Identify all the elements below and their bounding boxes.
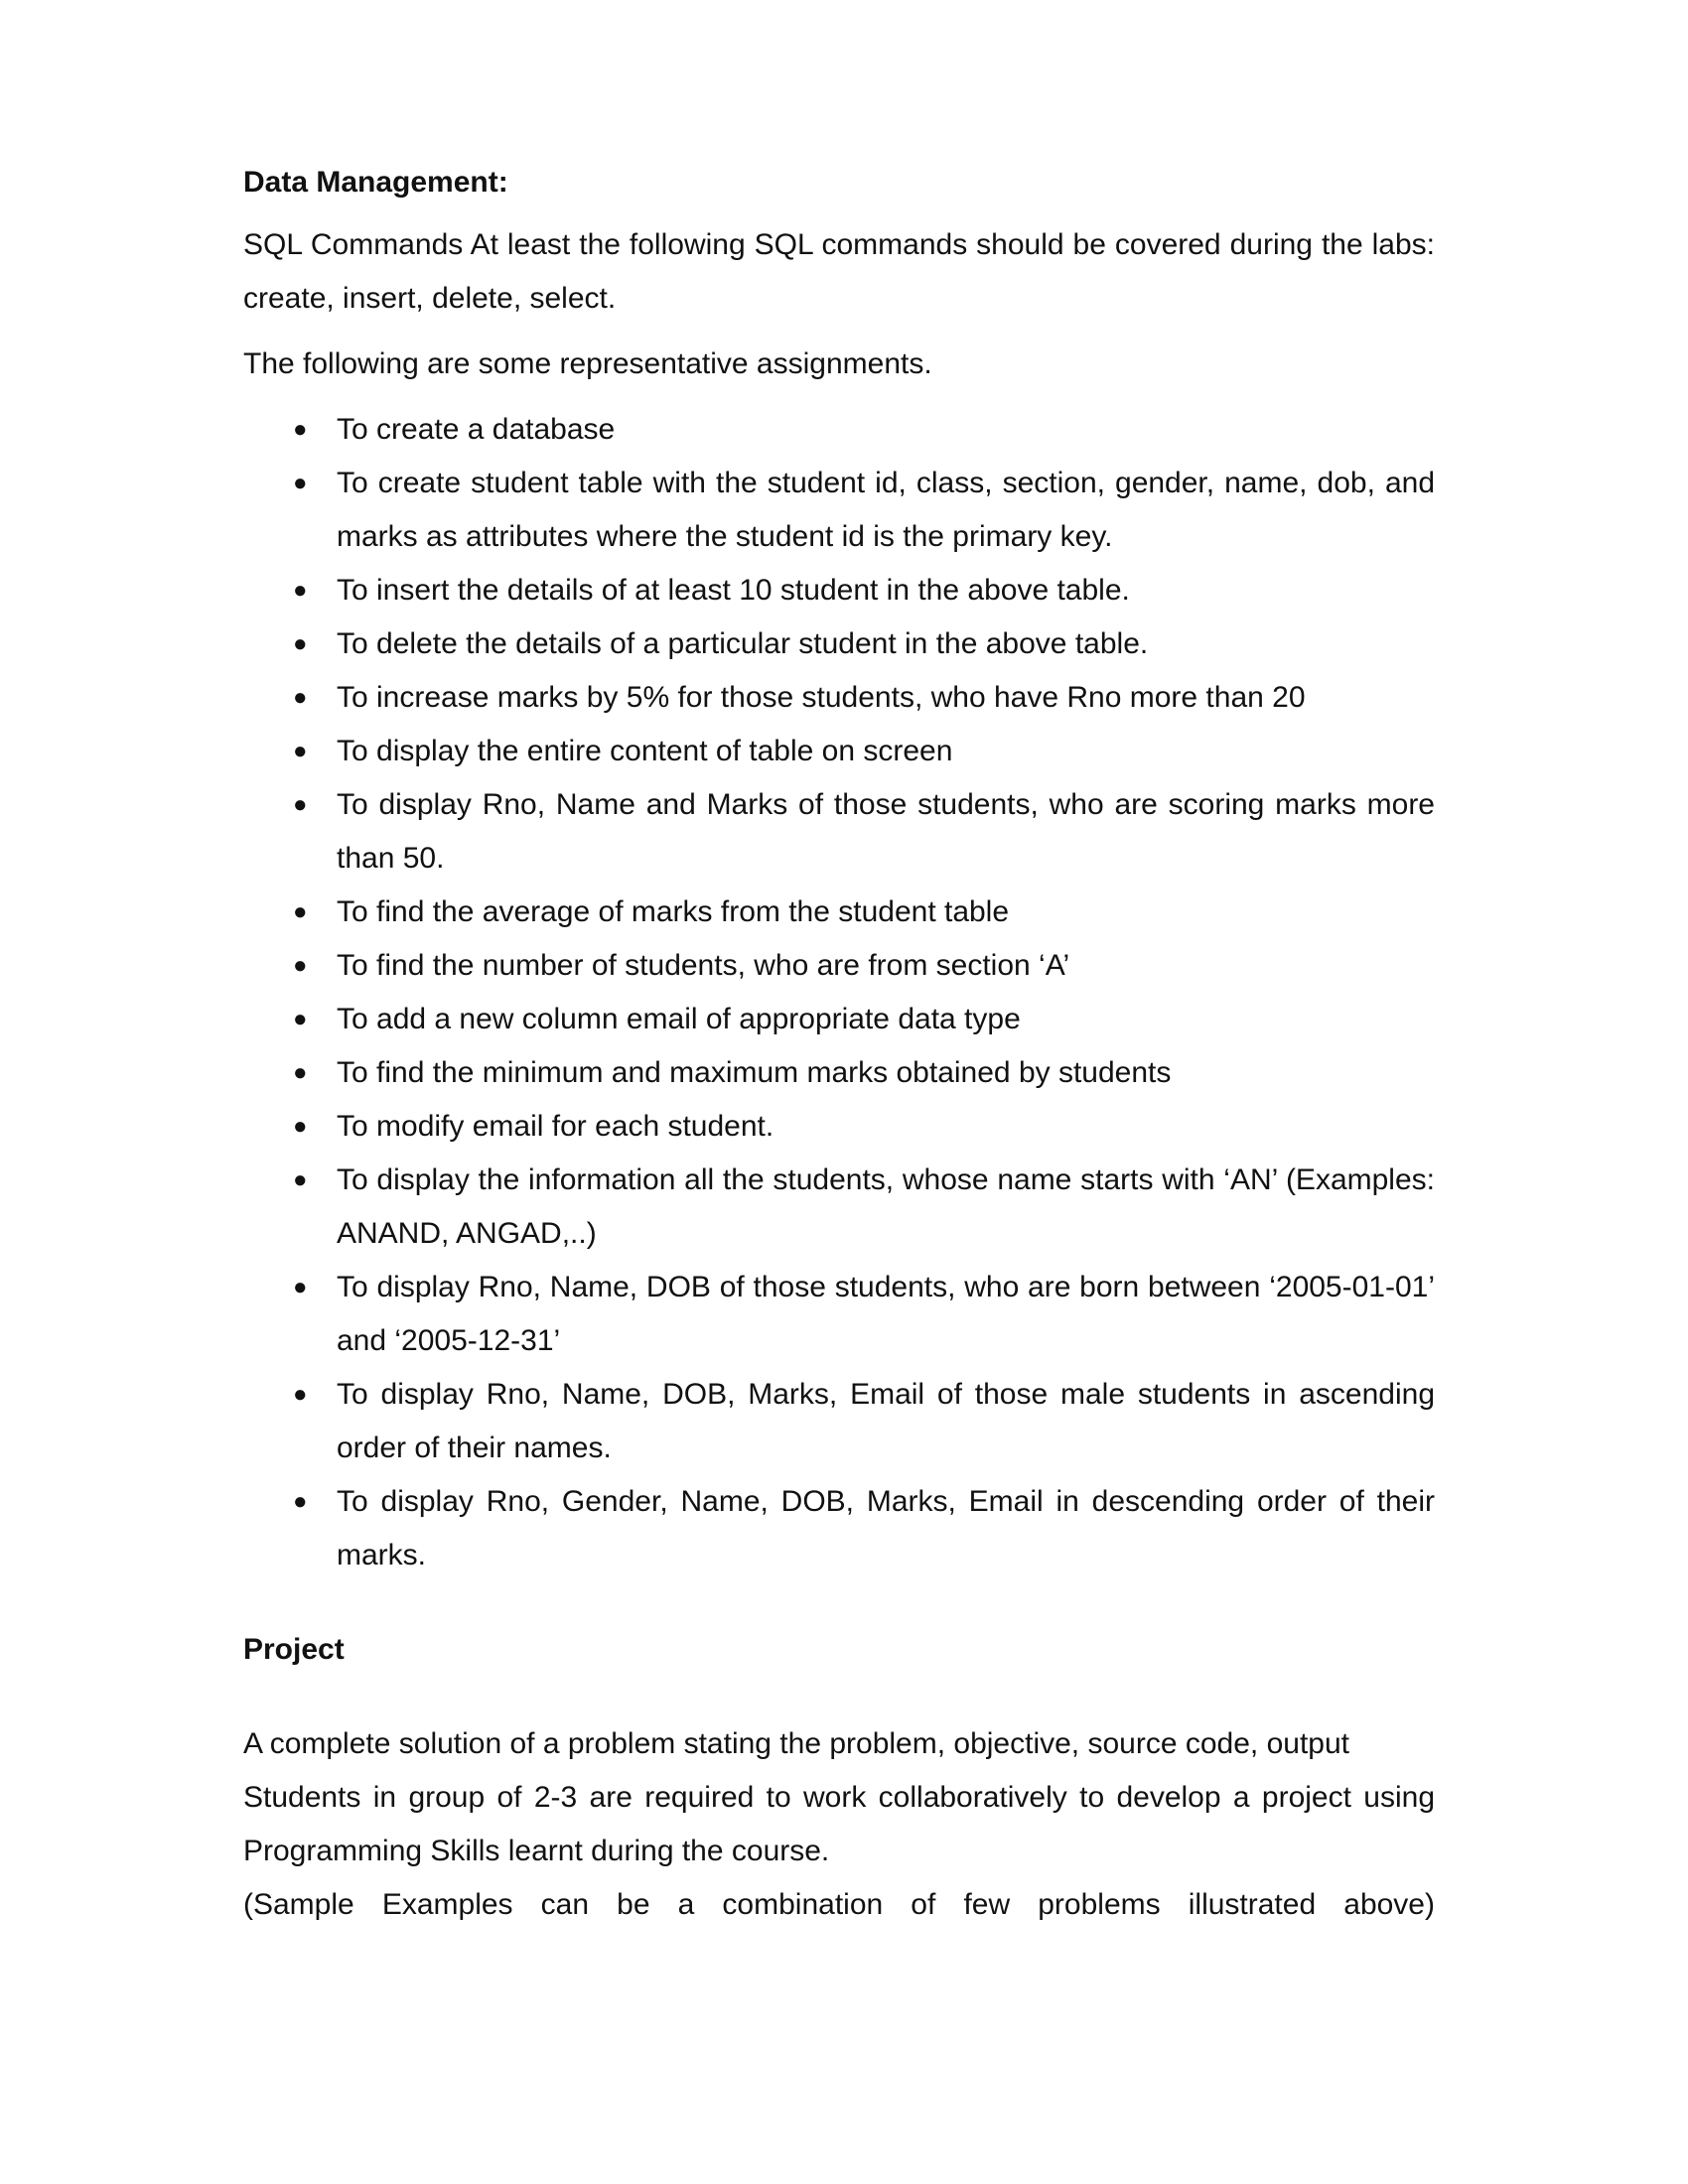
list-item-text: To find the minimum and maximum marks obtained by students [337, 1056, 1172, 1089]
list-item [243, 1368, 1435, 1475]
list-item [243, 1100, 1435, 1154]
list-item [243, 1046, 1435, 1100]
list-item-text: To display the entire content of table on screen [337, 735, 953, 767]
assignment-list [243, 403, 1435, 1582]
document-page [243, 161, 1435, 1932]
list-item [243, 993, 1435, 1046]
list-item-text: To create student table with the student id, class, section, gender, name, dob, and marks as attributes where the student id is the primary key. [337, 467, 1435, 553]
list-item-text: To display Rno, Name, DOB, Marks, Email of those male students in ascending order of their names. [337, 1378, 1435, 1464]
list-item-text: To delete the details of a particular student in the above table. [337, 627, 1149, 660]
bullet-icon: ● [293, 791, 308, 818]
list-item [243, 1475, 1435, 1582]
list-item-text: To display Rno, Name, DOB of those students, who are born between ‘2005-01-01’ and ‘2005-12-31’ [337, 1271, 1435, 1357]
bullet-icon: ● [293, 1059, 308, 1086]
bullet-icon: ● [293, 470, 308, 496]
list-item-text: To display Rno, Name and Marks of those students, who are scoring marks more than 50. [337, 788, 1435, 875]
list-item-text: To increase marks by 5% for those students, who have Rno more than 20 [337, 681, 1306, 714]
bullet-icon: ● [293, 684, 308, 711]
list-item-text: To find the average of marks from the student table [337, 895, 1010, 928]
list-item-text: To find the number of students, who are from section ‘A’ [337, 949, 1070, 982]
list-item-text: To insert the details of at least 10 student in the above table. [337, 574, 1130, 607]
bullet-icon: ● [293, 952, 308, 979]
project-line-1: A complete solution of a problem stating the problem, objective, source code, output [243, 1727, 1349, 1760]
list-item-text: To create a database [337, 413, 616, 446]
list-item [243, 671, 1435, 725]
data-management-heading: Data Management: [243, 166, 508, 199]
project-section [243, 1628, 1435, 1932]
list-item [243, 1261, 1435, 1368]
list-item-text: To display Rno, Gender, Name, DOB, Marks, Email in descending order of their marks. [337, 1485, 1435, 1571]
list-item [243, 778, 1435, 886]
bullet-icon: ● [293, 898, 308, 925]
bullet-icon: ● [293, 738, 308, 764]
list-item [243, 939, 1435, 993]
list-item [243, 886, 1435, 939]
bullet-icon: ● [293, 577, 308, 604]
list-item [243, 1154, 1435, 1261]
bullet-icon: ● [293, 416, 308, 443]
bullet-icon: ● [293, 1381, 308, 1408]
list-item-text: To add a new column email of appropriate data type [337, 1003, 1021, 1035]
list-item [243, 564, 1435, 617]
assignments-lead: The following are some representative assignments. [243, 347, 932, 380]
project-heading: Project [243, 1633, 345, 1666]
project-line-2: Students in group of 2-3 are required to work collaboratively to develop a project using Programming Skills learnt during the course. [243, 1781, 1435, 1867]
project-line-3: (Sample Examples can be a combination of few problems illustrated above) [243, 1888, 1435, 1921]
bullet-icon: ● [293, 1006, 308, 1032]
list-item-text: To display the information all the students, whose name starts with ‘AN’ (Examples: ANAND, ANGAD,..) [337, 1163, 1435, 1250]
list-item [243, 725, 1435, 778]
sql-commands-intro: SQL Commands At least the following SQL commands should be covered during the labs: create, insert, delete, select. [243, 228, 1435, 315]
list-item [243, 617, 1435, 671]
bullet-icon: ● [293, 1488, 308, 1515]
list-item [243, 457, 1435, 564]
bullet-icon: ● [293, 1166, 308, 1193]
list-item [243, 403, 1435, 457]
bullet-icon: ● [293, 630, 308, 657]
list-item-text: To modify email for each student. [337, 1110, 774, 1143]
bullet-icon: ● [293, 1113, 308, 1140]
bullet-icon: ● [293, 1274, 308, 1300]
